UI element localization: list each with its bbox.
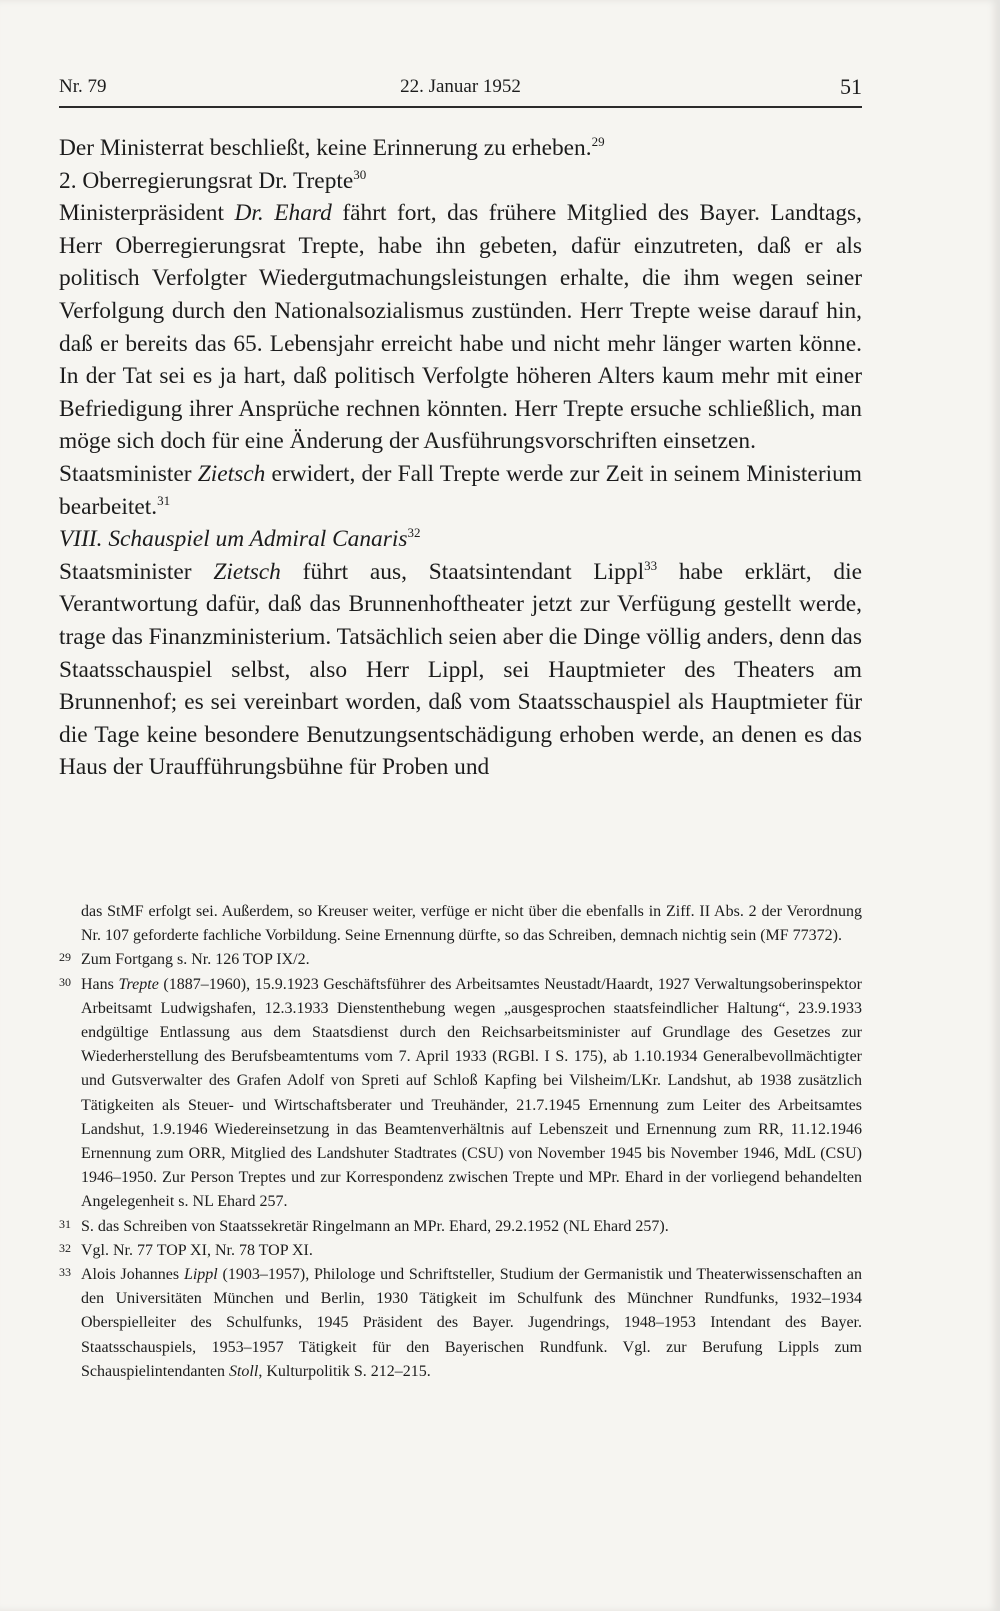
page-number: 51 (840, 74, 862, 99)
footnote-29: 29 Zum Fortgang s. Nr. 126 TOP IX/2. (59, 948, 862, 972)
main-text (59, 132, 862, 784)
paragraph-ehard: Ministerpräsident Dr. Ehard fährt fort, das frühere Mitglied des Bayer. Landtags, Herr Oberregierungsrat Trepte, habe ihn gebeten, dafür einzutreten, daß er als politisch Verfolgter Wiedergutmachungsleistungen erhalte, die ihm wegen seiner Verfolgung durch den Nationalsozialismus zustünden. Herr Trepte weise darauf hin, daß er bereits das 65. Lebensjahr erreicht habe und nicht mehr länger warten könne. In der Tat sei es ja hart, daß politisch Verfolgte höheren Alters kaum mehr mit einer Befriedigung ihrer Ansprüche rechnen könnten. Herr Trepte ersuche schließlich, man möge sich doch für eine Änderung der Ausführungsvorschriften einsetzen. (59, 200, 862, 455)
footnote-33: 33 Alois Johannes Lippl (1903–1957), Philologe und Schriftsteller, Studium der Germanistik und Theaterwissenschaften an den Universitäten München und Berlin, 1930 Tätigkeit im Schulfunk des Münchner Rundfunks, 1932–1934 Oberspielleiter des Schulfunks, 1945 Präsident des Bayer. Jugendrings, 1948–1953 Intendant des Bayer. Staatsschauspiels, 1953–1957 Tätigkeit für den Bayerischen Rundfunk. Vgl. zur Berufung Lippls zum Schauspielintendanten Stoll, Kulturpolitik S. 212–215. (59, 1263, 862, 1384)
cited-author: Stoll (228, 1362, 259, 1380)
person-name: Lippl (183, 1266, 218, 1284)
footnote-ref: 30 (353, 166, 367, 182)
footnote-number: 30 (59, 974, 71, 989)
person-name: Dr. Ehard (234, 200, 332, 227)
footnote-ref: 29 (591, 134, 605, 149)
section-heading: VIII. Schauspiel um Admiral Canaris$^{32}$ (59, 525, 421, 553)
footnote-number: 32 (59, 1240, 71, 1255)
footnotes (59, 900, 862, 1384)
running-header (59, 74, 862, 100)
footnote-ref: 32 (407, 525, 421, 541)
footnote-30: 30 Hans Trepte (1887–1960), 15.9.1923 Geschäftsführer des Arbeitsamtes Neustadt/Haardt, 1927 Verwaltungsoberinspektor Arbeitsamt Ludwigshafen, 12.3.1933 Dienstenthebung wegen „ausgesprochen staatsfeindlicher Haltung“, 23.9.1933 endgültige Entlassung aus dem Staatsdienst durch den Reichsarbeitsminister auf Grundlage des Gesetzes zur Wiederherstellung des Berufsbeamtentums vom 7. April 1933 (RGBl. I S. 175), ab 1.10.1934 Generalbevollmächtigter und Gutsverwalter des Grafen Adolf von Spreti auf Schloß Kapfing bei Vilsheim/LKr. Landshut, ab 1938 zusätzlich Tätigkeiten als Steuer- und Wirtschaftsberater und Treuhänder, 21.7.1945 Ernennung zum Leiter des Arbeitsamtes Landshut, 1.9.1946 Wiedereinsetzung in das Beamtenverhältnis auf Lebenszeit und Ernennung zum RR, 11.12.1946 Ernennung zum ORR, Mitglied des Landshuter Stadtrates (CSU) von November 1945 bis November 1946, MdL (CSU) 1946–1950. Zur Person Treptes und zur Korrespondenz zwischen Trepte und MPr. Ehard in der vorliegend behandelten Angelegenheit s. NL Ehard 257. (59, 973, 862, 1215)
footnote-number: 29 (59, 950, 71, 965)
person-name: Trepte (118, 975, 159, 993)
person-name: Zietsch (197, 460, 266, 487)
header-date: 22. Januar 1952 (400, 76, 521, 97)
document-number: Nr. 79 (59, 76, 107, 97)
footnote-ref: 33 (644, 557, 658, 573)
footnote-ref: 31 (157, 492, 171, 508)
footnote-31: 31 S. das Schreiben von Staatssekretär Ringelmann an MPr. Ehard, 29.2.1952 (NL Ehard 257). (59, 1215, 862, 1239)
header-rule (59, 106, 862, 108)
footnote-continuation: das StMF erfolgt sei. Außerdem, so Kreuser weiter, verfüge er nicht über die ebenfalls in Ziff. II Abs. 2 der Verordnung Nr. 107 geforderte fachliche Vorbildung. Seine Ernennung dürfte, so das Schreiben, demnach nichtig sein (MF 77372). (81, 903, 862, 945)
agenda-item-trepte: 2. Oberregierungsrat Dr. Trepte$^{30}$ (59, 166, 367, 194)
footnote-number: 31 (59, 1216, 71, 1231)
person-name: Zietsch (213, 558, 281, 585)
paragraph-zietsch-reply: Staatsminister Zietsch erwidert, der Fall Trepte werde zur Zeit in seinem Ministerium bearbeitet.$^{31}$ (59, 460, 862, 520)
footnote-32: 32 Vgl. Nr. 77 TOP XI, Nr. 78 TOP XI. (59, 1239, 862, 1263)
paragraph-zietsch-lippl: Staatsminister Zietsch führt aus, Staatsintendant Lippl$^{33}$ habe erklärt, die Verantwortung dafür, daß das Brunnenhoftheater jetzt zur Verfügung gestellt werde, trage das Finanzministerium. Tatsächlich seien aber die Dinge völlig anders, denn das Staatsschauspiel selbst, also Herr Lippl, sei Hauptmieter des Theaters am Brunnenhof; es sei vereinbart worden, daß vom Staatsschauspiel als Hauptmieter für die Tage keine besondere Benutzungsentschädigung erhoben werde, an denen es das Haus der Uraufführungsbühne für Proben und (59, 557, 862, 781)
footnote-number: 33 (59, 1265, 71, 1280)
paragraph-resolution: Der Ministerrat beschließt, keine Erinnerung zu erheben.$^{29}$ (59, 134, 605, 161)
